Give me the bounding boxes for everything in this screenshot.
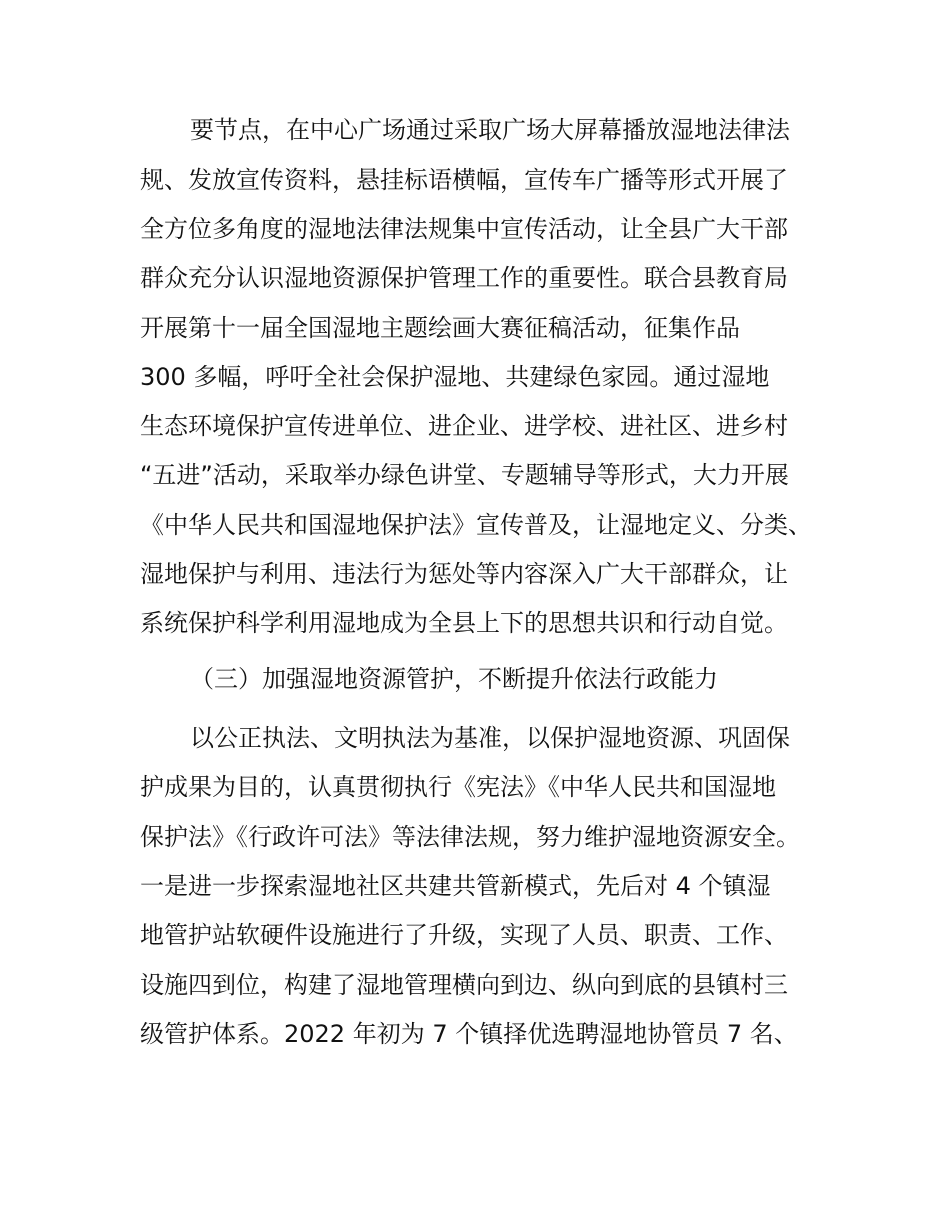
paragraph-line: 开展第十一届全国湿地主题绘画大赛征稿活动，征集作品	[140, 314, 740, 342]
paragraph-line: 规、发放宣传资料，悬挂标语横幅，宣传车广播等形式开展了	[140, 166, 788, 194]
paragraph-line: 要节点，在中心广场通过采取广场大屏幕播放湿地法律法	[190, 116, 790, 144]
paragraph-line: 群众充分认识湿地资源保护管理工作的重要性。联合县教育局	[140, 264, 788, 292]
section-heading: （三）加强湿地资源管护，不断提升依法行政能力	[190, 665, 718, 693]
paragraph-line: 湿地保护与利用、违法行为惩处等内容深入广大干部群众，让	[140, 560, 788, 588]
paragraph-line: 以公正执法、文明执法为基准，以保护湿地资源、巩固保	[190, 724, 790, 752]
paragraph-line: 保护法》《行政许可法》等法律法规，努力维护湿地资源安全。	[140, 823, 800, 851]
paragraph-line: 设施四到位，构建了湿地管理横向到边、纵向到底的县镇村三	[140, 971, 788, 999]
paragraph-line: 300 多幅，呼吁全社会保护湿地、共建绿色家园。通过湿地	[140, 363, 770, 391]
paragraph-line: 级管护体系。2022 年初为 7 个镇择优选聘湿地协管员 7 名、	[140, 1020, 798, 1048]
paragraph-line: 全方位多角度的湿地法律法规集中宣传活动，让全县广大干部	[140, 215, 788, 243]
paragraph-line: 生态环境保护宣传进单位、进企业、进学校、进社区、进乡村	[140, 412, 788, 440]
paragraph-line: 护成果为目的，认真贯彻执行《宪法》《中华人民共和国湿地	[140, 773, 776, 801]
paragraph-line: “五进”活动，采取举办绿色讲堂、专题辅导等形式，大力开展	[140, 461, 789, 489]
paragraph-line: 《中华人民共和国湿地保护法》宣传普及，让湿地定义、分类、	[140, 511, 812, 539]
paragraph-line: 一是进一步探索湿地社区共建共管新模式，先后对 4 个镇湿	[140, 872, 771, 900]
paragraph-line: 地管护站软硬件设施进行了升级，实现了人员、职责、工作、	[140, 921, 788, 949]
paragraph-line: 系统保护科学利用湿地成为全县上下的思想共识和行动自觉。	[140, 609, 788, 637]
